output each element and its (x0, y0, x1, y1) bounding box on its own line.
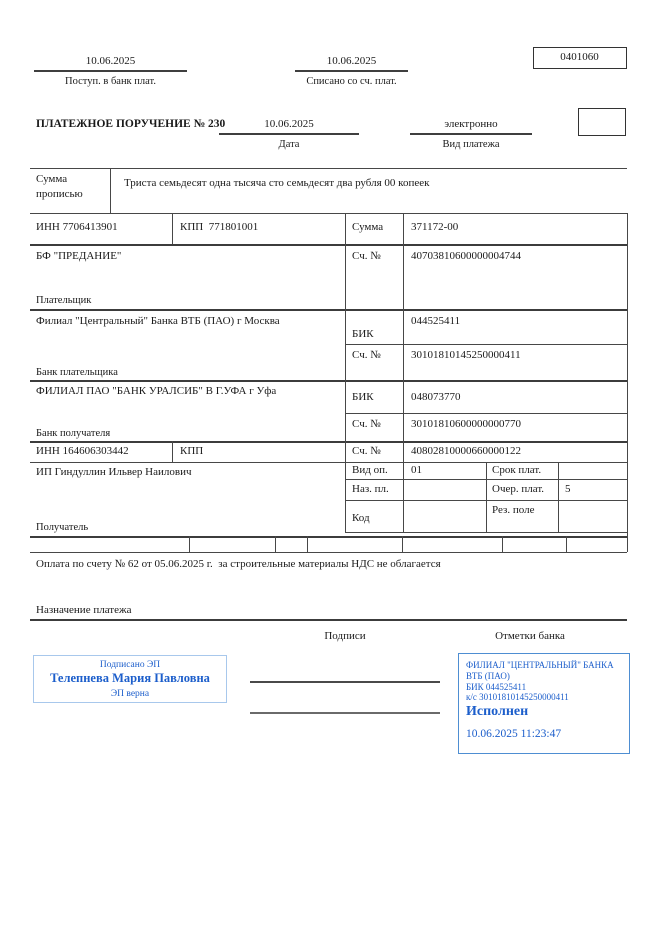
payment-kind-label: Вид платежа (442, 139, 500, 150)
grid-line-h (30, 462, 627, 463)
grid-line-v (189, 536, 190, 552)
bank-stamp-line2: ВТБ (ПАО) (466, 671, 510, 681)
kod-label: Код (352, 512, 370, 524)
signature-line (250, 681, 440, 683)
payer-kpp: КПП 771801001 (180, 221, 259, 233)
bank-stamp-line1: ФИЛИАЛ "ЦЕНТРАЛЬНЫЙ" БАНКА (466, 660, 614, 670)
grid-line-h (345, 413, 627, 414)
ocher-plat-label: Очер. плат. (492, 483, 545, 495)
payee-bank-bik-label: БИК (352, 391, 374, 403)
naz-pl-label: Наз. пл. (352, 483, 389, 495)
srok-plat-label: Срок плат. (492, 464, 542, 476)
payment-purpose-label: Назначение платежа (36, 604, 132, 616)
grid-line-h (30, 309, 627, 311)
bank-stamp-datetime: 10.06.2025 11:23:47 (466, 728, 562, 740)
payee-kpp: КПП (180, 445, 204, 457)
signature-line (250, 712, 440, 714)
grid-line-v (403, 213, 404, 532)
amount-words-label: Сумма прописью (36, 173, 83, 200)
payee-bank-bik: 048073770 (411, 391, 461, 403)
payment-kind-value: электронно (444, 118, 498, 130)
grid-line-v (110, 168, 111, 213)
grid-line-v (486, 462, 487, 532)
payee-account-label: Сч. № (352, 445, 381, 457)
payer-account: 40703810600000004744 (411, 250, 521, 262)
received-in-bank-date: 10.06.2025 (85, 55, 136, 67)
grid-line-h (30, 244, 627, 246)
bank-stamp-status: Исполнен (466, 704, 529, 719)
bank-stamp-corr-account: к/с 30101810145250000411 (466, 692, 569, 702)
document-date: 10.06.2025 (264, 118, 314, 130)
grid-line-v (566, 536, 567, 552)
payee-inn: ИНН 164606303442 (36, 445, 129, 457)
grid-line-v (172, 213, 173, 244)
vid-op-value: 01 (411, 464, 422, 476)
payee-bank-account: 30101810600000000770 (411, 418, 521, 430)
debited-label: Списано со сч. плат. (306, 76, 397, 87)
grid-line-v (307, 536, 308, 552)
payee-bank-account-label: Сч. № (352, 418, 381, 430)
sum-label: Сумма (352, 221, 384, 233)
document-title: ПЛАТЕЖНОЕ ПОРУЧЕНИЕ № 230 (36, 118, 226, 130)
payee-bank-name: ФИЛИАЛ ПАО "БАНК УРАЛСИБ" В Г.УФА г Уфа (36, 385, 277, 397)
form-code: 0401060 (560, 51, 599, 63)
grid-line-h (345, 344, 627, 345)
payer-bank-label: Банк плательщика (36, 367, 118, 378)
payer-bank-name: Филиал "Центральный" Банка ВТБ (ПАО) г Москва (36, 315, 280, 327)
stamp-signer-name: Телепнева Мария Павловна (50, 671, 210, 685)
grid-line-h (30, 380, 627, 382)
underline (34, 70, 187, 72)
e-signature-stamp (33, 655, 227, 703)
ocher-plat-value: 5 (565, 483, 571, 495)
grid-line-h (30, 536, 627, 538)
rez-pole-label: Рез. поле (492, 504, 535, 516)
bank-stamp-bik: БИК 044525411 (466, 681, 527, 692)
status-box (578, 108, 626, 136)
grid-line-h (30, 213, 627, 214)
payer-inn: ИНН 7706413901 (36, 221, 118, 233)
amount-words: Триста семьдесят одна тысяча сто семьдесят два рубля 00 копеек (124, 177, 430, 189)
grid-line-v (627, 213, 628, 552)
payer-bank-bik-label: БИК (352, 328, 374, 340)
underline (219, 133, 359, 135)
grid-line-h (30, 168, 627, 169)
underline (295, 70, 408, 72)
payee-label: Получатель (36, 522, 89, 533)
grid-line-v (345, 213, 346, 532)
grid-line-h (30, 619, 627, 621)
form-code-box (533, 47, 627, 69)
payer-name: БФ "ПРЕДАНИЕ" (36, 250, 122, 262)
debited-date: 10.06.2025 (326, 55, 377, 67)
payer-bank-account-label: Сч. № (352, 349, 381, 361)
payee-name: ИП Гиндуллин Ильвер Наилович (36, 466, 192, 478)
grid-line-h (345, 532, 627, 533)
grid-line-v (558, 462, 559, 532)
payee-account: 40802810000660000122 (411, 445, 521, 457)
grid-line-v (502, 536, 503, 552)
sum-value: 371172-00 (411, 221, 459, 233)
payment-purpose-text: Оплата по счету № 62 от 05.06.2025 г. за строительные материалы НДС не облагается (36, 558, 441, 570)
received-in-bank-label: Поступ. в банк плат. (65, 76, 156, 87)
grid-line-h (30, 441, 627, 443)
vid-op-label: Вид оп. (352, 464, 388, 476)
signatures-label: Подписи (324, 630, 366, 642)
payer-account-label: Сч. № (352, 250, 381, 262)
grid-line-v (402, 536, 403, 552)
payer-bank-account: 30101810145250000411 (411, 349, 521, 361)
payee-bank-label: Банк получателя (36, 428, 111, 439)
grid-line-h (30, 552, 627, 553)
stamp-signed-label: Подписано ЭП (99, 660, 161, 670)
payer-label: Плательщик (36, 295, 92, 306)
payer-bank-bik: 044525411 (411, 315, 461, 327)
stamp-verified-label: ЭП верна (110, 689, 150, 699)
bank-execution-stamp (458, 653, 630, 754)
grid-line-v (275, 536, 276, 552)
date-label: Дата (278, 139, 300, 150)
underline (410, 133, 532, 135)
grid-line-v (172, 441, 173, 462)
bank-marks-label: Отметки банка (495, 630, 565, 642)
